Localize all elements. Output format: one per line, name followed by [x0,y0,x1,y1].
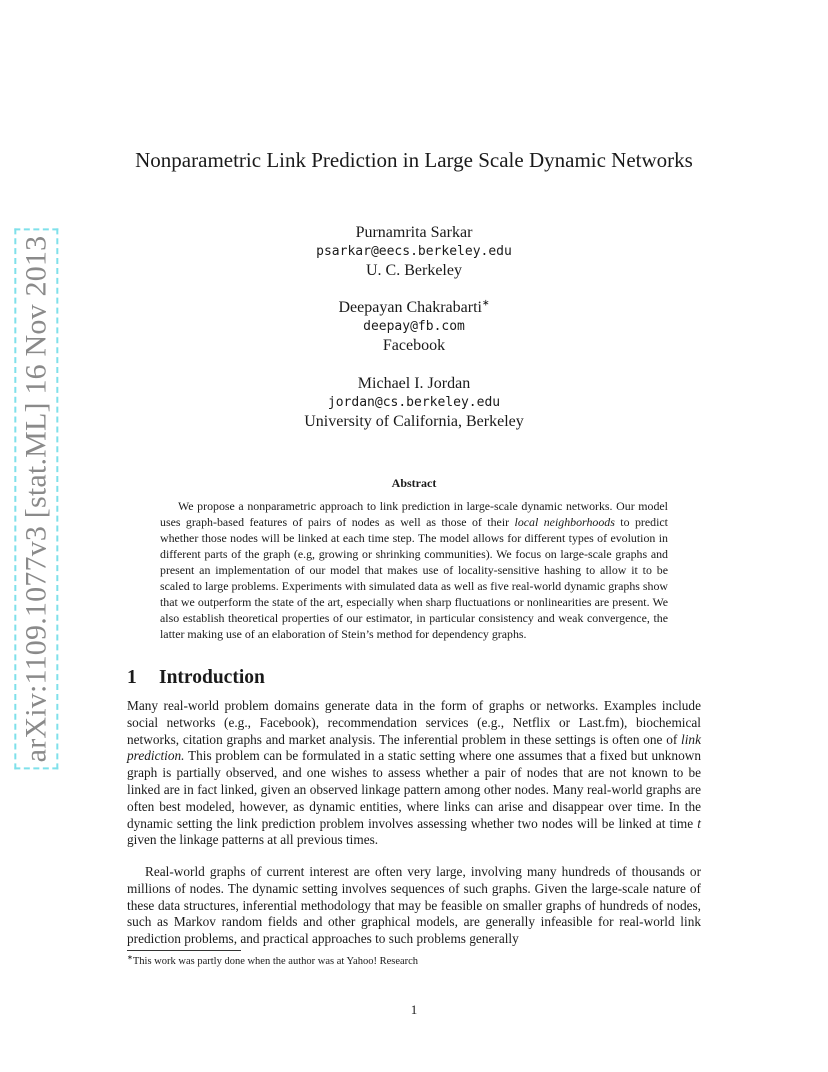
footnote-rule [127,950,241,951]
author-affiliation: University of California, Berkeley [304,413,524,430]
footnote-marker: ∗ [127,953,133,962]
author-affiliation: Facebook [382,337,446,354]
author-block-1 [150,223,678,280]
paragraph-text: given the linkage patterns at all previous times. [127,832,379,848]
paper-title: Nonparametric Link Prediction in Large Scale Dynamic Networks [135,148,693,172]
intro-paragraph-1 [127,698,701,849]
abstract-text-1: We propose a nonparametric approach to link prediction in large-scale dynamic networks. Our model uses graph-based features of pairs of nodes as well as those of their [160,499,668,529]
abstract-italic-term: local neighborhoods [514,515,615,529]
footnote-marker: ∗ [481,297,490,308]
math-variable: t [697,815,701,831]
author-affiliation: U. C. Berkeley [366,262,462,279]
author-email: jordan@cs.berkeley.edu [327,395,501,410]
arxiv-sidebar-stamp [18,235,54,763]
abstract-heading: Abstract [391,476,437,490]
italic-term: link prediction. [127,731,701,764]
author-name: Purnamrita Sarkar [355,224,473,241]
author-email: deepay@fb.com [363,319,465,334]
footnote [127,955,701,968]
intro-paragraph-2: Real-world graphs of current interest are often very large, involving many hundreds of thousands or millions of nodes. The dynamic setting involves sequences of such graphs. Given the large-scale nature of these data structures, inferential methodology that may be feasible on smaller graphs of hundreds of nodes, such as Markov random fields and other graphical models, are generally infeasible for real-world link prediction problems, and practical approaches to such problems generally [127,864,701,947]
author-block-3 [150,374,678,431]
author-email: psarkar@eecs.berkeley.edu [316,244,512,259]
section-heading [127,667,265,689]
abstract-body [160,498,668,642]
author-name: Michael I. Jordan [357,375,471,392]
arxiv-identifier: arXiv:1109.1077v3 [stat.ML] 16 Nov 2013 [19,235,53,763]
author-name: Deepayan Chakrabarti [338,299,482,316]
paragraph-text: Many real-world problem domains generate data in the form of graphs or networks. Examples include social networks (e.g., Facebook), recommendation services (e.g., Netflix or Last.fm), biochemical networks, citation graphs and market analysis. The inferential problem in these settings is often one of [127,698,701,747]
page-number: 1 [410,1002,418,1017]
paragraph-text: This problem can be formulated in a static setting where one assumes that a fixed but unknown graph is partially observed, and one wishes to assess whether a pair of nodes that are not known to be linked are in fact linked, given an observed linkage pattern among other nodes. Many real-world graphs are often best modeled, however, as dynamic entities, where links can arise and disappear over time. In the dynamic setting the link prediction problem involves assessing whether two nodes will be linked at time [127,748,701,831]
section-number: 1 [127,667,137,688]
author-block-2 [150,298,678,355]
footnote-text: This work was partly done when the author was at Yahoo! Research [132,956,419,967]
section-title: Introduction [159,667,265,688]
author-name-line [150,298,678,317]
abstract-text-2: to predict whether those nodes will be linked at each time step. The model allows for different types of evolution in different parts of the graph (e.g, growing or shrinking communities). We focus on large-scale graphs and present an implementation of our model that makes use of locality-sensitive hashing to allow it to be scaled to large problems. Experiments with simulated data as well as five real-world dynamic graphs show that we outperform the state of the art, especially when sharp fluctuations or nonlinearities are present. We also establish theoretical properties of our estimator, in particular consistency and weak convergence, the latter making use of an elaboration of Stein’s method for dependency graphs. [160,515,668,641]
